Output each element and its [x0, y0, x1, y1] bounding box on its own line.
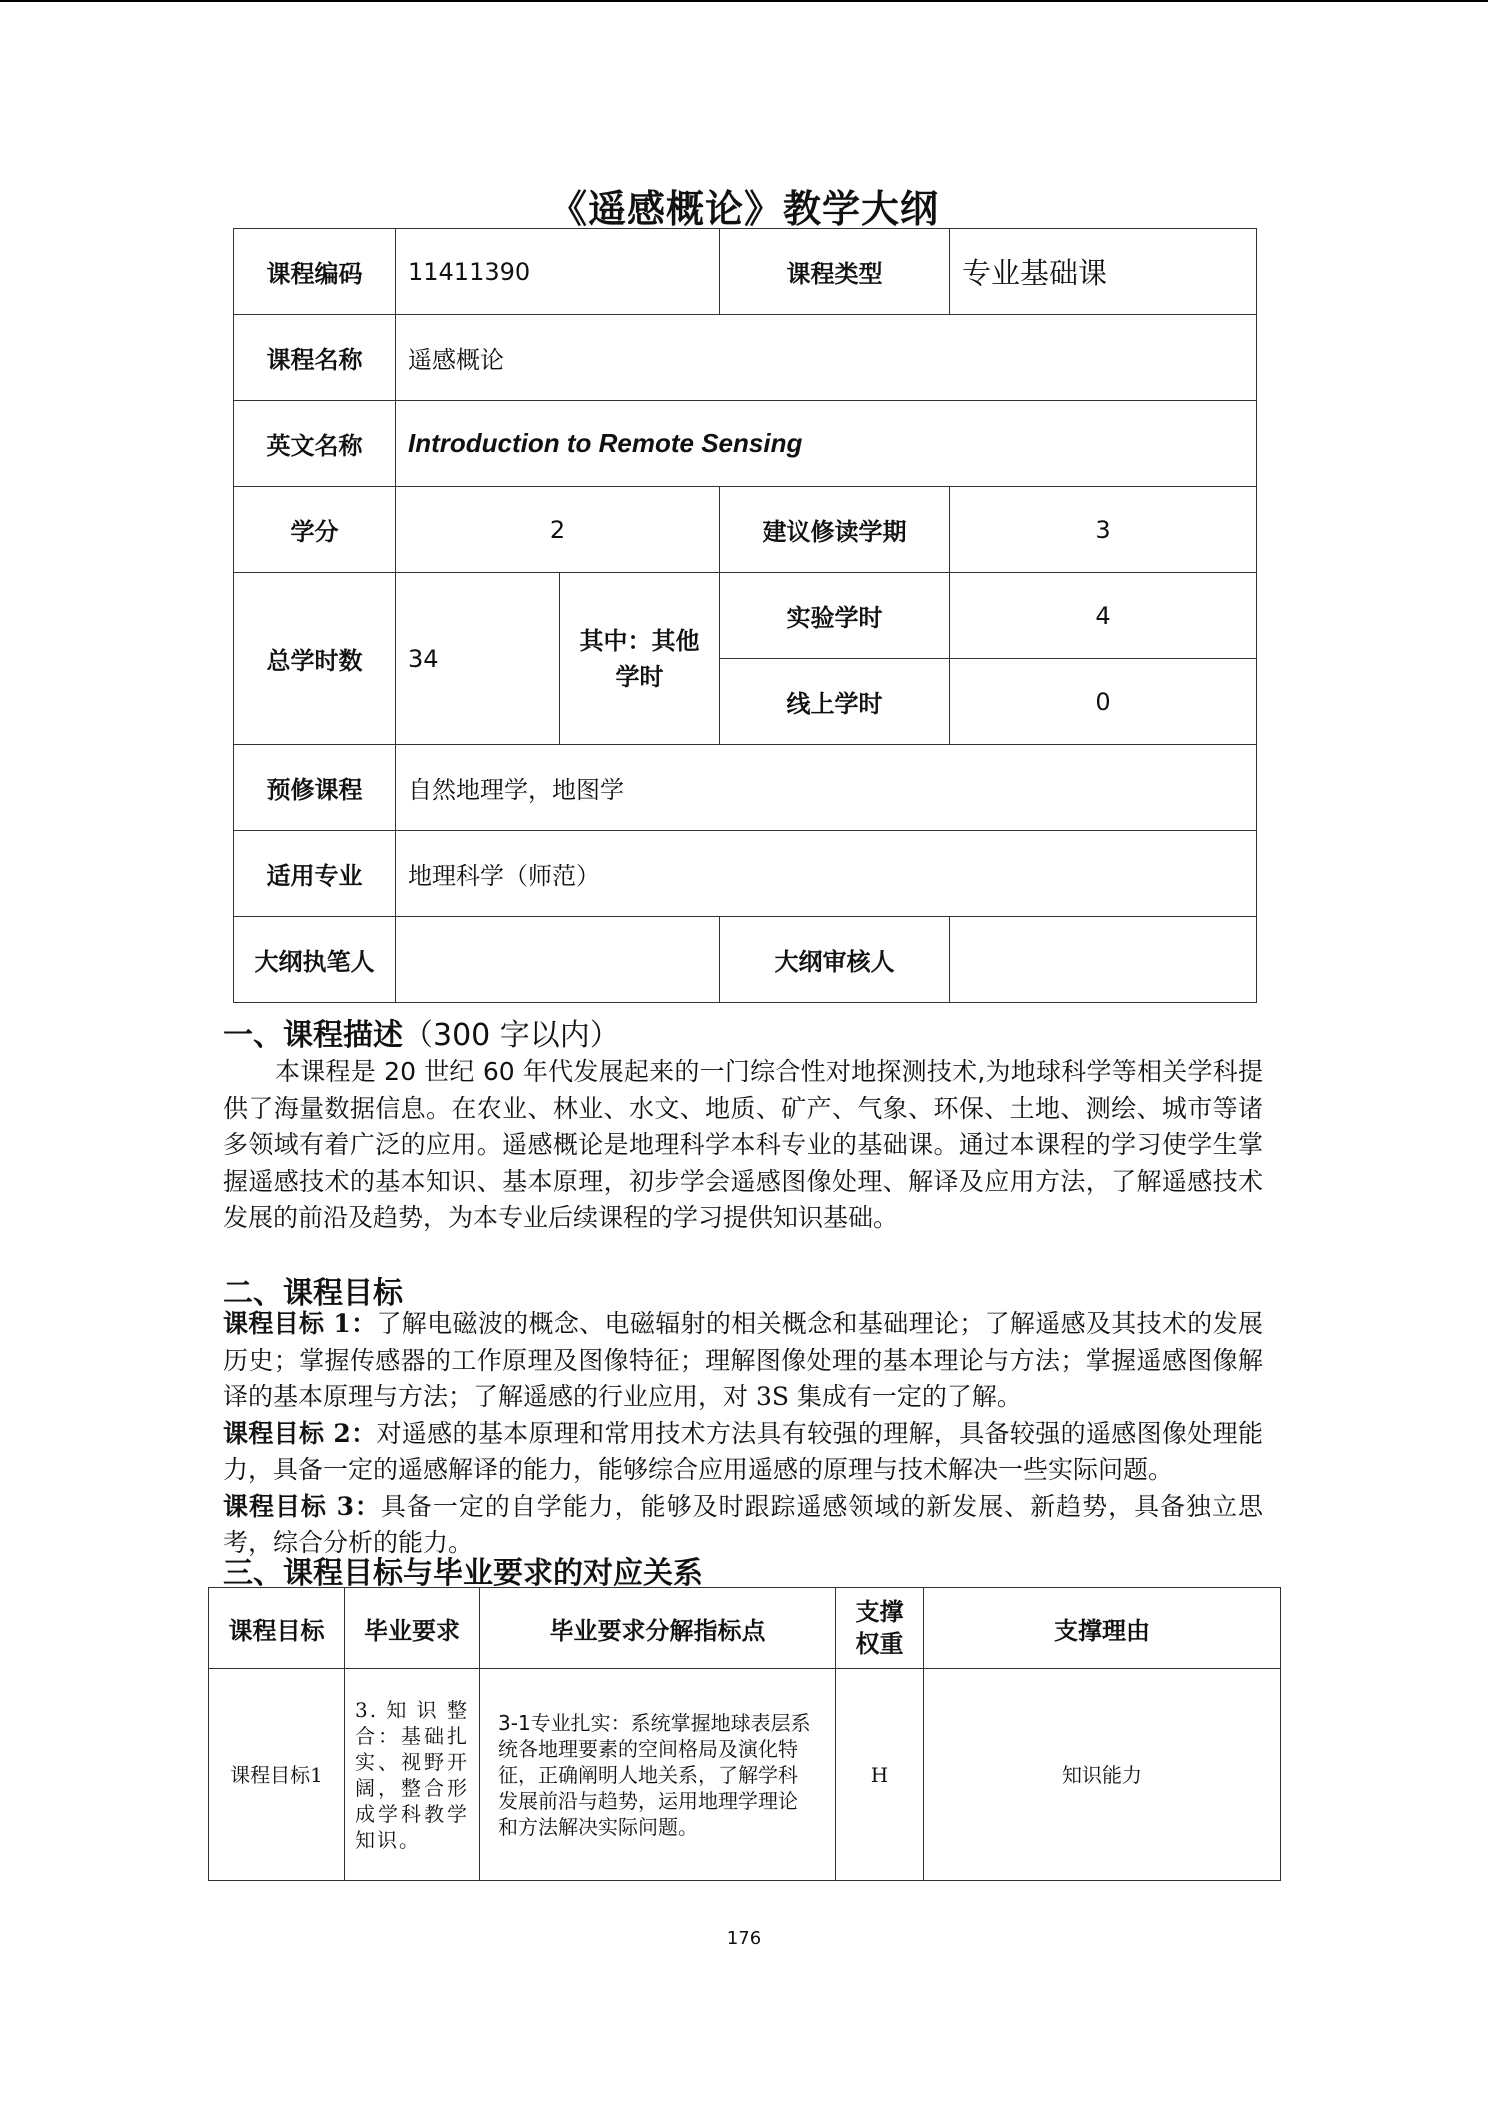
table-row — [209, 1669, 1281, 1881]
goal-1-label: 课程目标 1： — [223, 1309, 377, 1338]
cell-requirement: 3.知识整合：基础扎实、视野开阔，整合形成学科教学知识。 — [345, 1669, 480, 1881]
reviewer-value — [950, 917, 1257, 1003]
goal-3-text: 具备一定的自学能力，能够及时跟踪遥感领域的新发展、新趋势，具备独立思考，综合分析的能力。 — [223, 1491, 1263, 1557]
semester-value: 3 — [950, 487, 1257, 573]
major-label: 适用专业 — [234, 831, 396, 917]
col-header-reason: 支撑理由 — [924, 1588, 1281, 1669]
online-hours-value: 0 — [950, 659, 1257, 745]
section2-heading: 二、课程目标 — [223, 1276, 403, 1311]
col-header-goal: 课程目标 — [209, 1588, 345, 1669]
course-name-label: 课程名称 — [234, 315, 396, 401]
section1-title: 一、课程描述 — [223, 1018, 403, 1053]
goal-1 — [223, 1306, 1263, 1416]
reviewer-label: 大纲审核人 — [720, 917, 950, 1003]
english-name-value: Introduction to Remote Sensing — [396, 401, 1257, 487]
col-header-requirement: 毕业要求 — [345, 1588, 480, 1669]
section1-note: （300 字以内） — [403, 1018, 620, 1053]
prereq-value: 自然地理学，地图学 — [396, 745, 1257, 831]
online-hours-label: 线上学时 — [720, 659, 950, 745]
course-code-value: 11411390 — [396, 229, 720, 315]
other-hours-label: 其中：其他学时 — [560, 573, 720, 745]
goal-2 — [223, 1416, 1263, 1489]
english-name-label: 英文名称 — [234, 401, 396, 487]
total-hours-value: 34 — [396, 573, 560, 745]
course-info-table — [233, 228, 1257, 1003]
lab-hours-label: 实验学时 — [720, 573, 950, 659]
credits-label: 学分 — [234, 487, 396, 573]
col-header-weight: 支撑权重 — [836, 1588, 924, 1669]
section1-heading — [223, 1010, 620, 1054]
goal-2-text: 对遥感的基本原理和常用技术方法具有较强的理解，具备较强的遥感图像处理能力，具备一定的遥感解译的能力，能够综合应用遥感的原理与技术解决一些实际问题。 — [223, 1418, 1263, 1484]
cell-goal: 课程目标1 — [209, 1669, 345, 1881]
section3-heading: 三、课程目标与毕业要求的对应关系 — [223, 1556, 703, 1591]
course-type-value: 专业基础课 — [950, 229, 1257, 315]
cell-weight: H — [836, 1669, 924, 1881]
author-value — [396, 917, 720, 1003]
lab-hours-value: 4 — [950, 573, 1257, 659]
section2-goals — [223, 1306, 1263, 1562]
cell-indicator: 3-1专业扎实：系统掌握地球表层系统各地理要素的空间格局及演化特征，正确阐明人地关系，了解学科发展前沿与趋势，运用地理学理论和方法解决实际问题。 — [480, 1669, 836, 1881]
course-type-label: 课程类型 — [720, 229, 950, 315]
course-code-label: 课程编码 — [234, 229, 396, 315]
semester-label: 建议修读学期 — [720, 487, 950, 573]
col-header-indicator: 毕业要求分解指标点 — [480, 1588, 836, 1669]
author-label: 大纲执笔人 — [234, 917, 396, 1003]
goal-2-label: 课程目标 2： — [223, 1418, 377, 1448]
major-value: 地理科学（师范） — [396, 831, 1257, 917]
credits-value: 2 — [396, 487, 720, 573]
cell-reason: 知识能力 — [924, 1669, 1281, 1881]
prereq-label: 预修课程 — [234, 745, 396, 831]
page-title: 《遥感概论》教学大纲 — [548, 187, 939, 231]
course-name-value: 遥感概论 — [396, 315, 1257, 401]
section1-body: 本课程是 20 世纪 60 年代发展起来的一门综合性对地探测技术,为地球科学等相关学科提供了海量数据信息。在农业、林业、水文、地质、矿产、气象、环保、土地、测绘、城市等诸多领域有着广泛的应用。遥感概论是地理科学本科专业的基础课。通过本课程的学习使学生掌握遥感技术的基本知识、基本原理，初步学会遥感图像处理、解译及应用方法，了解遥感技术发展的前沿及趋势，为本专业后续课程的学习提供知识基础。 — [223, 1057, 1263, 1232]
objectives-mapping-table — [208, 1587, 1281, 1881]
page-number: 176 — [726, 1928, 762, 1949]
top-border-line — [0, 0, 1488, 2]
goal-3-label: 课程目标 3： — [223, 1491, 381, 1521]
goal-1-text: 了解电磁波的概念、电磁辐射的相关概念和基础理论；了解遥感及其技术的发展历史；掌握传感器的工作原理及图像特征；理解图像处理的基本理论与方法；掌握遥感图像解译的基本原理与方法；了解遥感的行业应用，对 3S 集成有一定的了解。 — [223, 1309, 1263, 1411]
total-hours-label: 总学时数 — [234, 573, 396, 745]
